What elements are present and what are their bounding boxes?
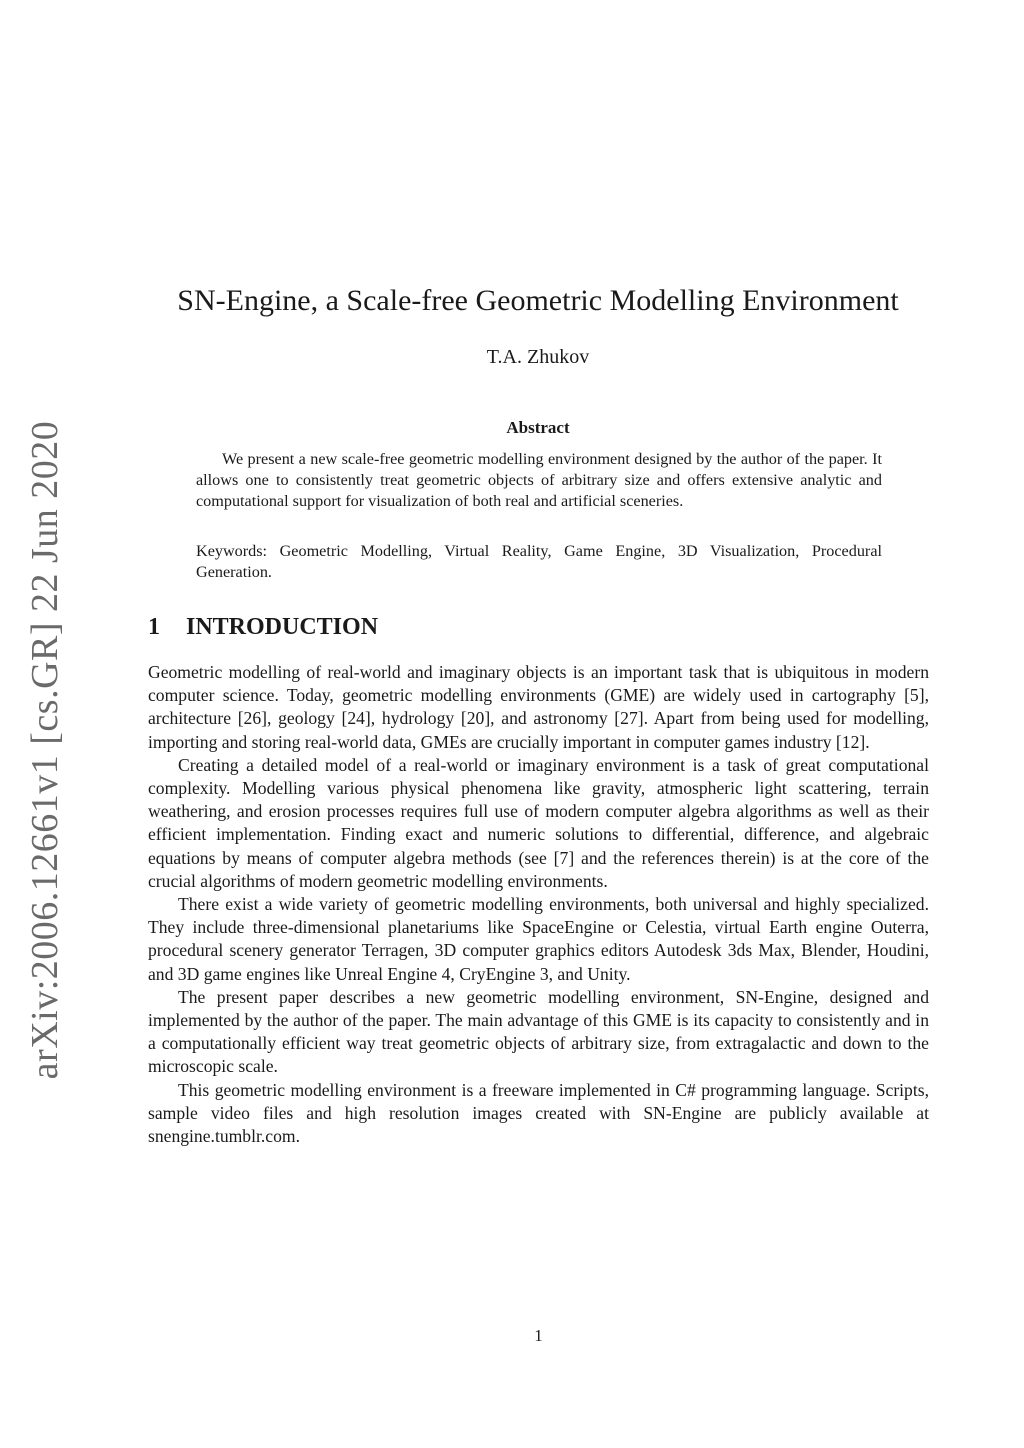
paragraph: There exist a wide variety of geometric modelling environments, both universal and highly specialized. They include three-dimensional planetariums like SpaceEngine or Celestia, virtual Earth engine Outerra, procedural scenery generator Terragen, 3D computer graphics editors Autodesk 3ds Max, Blender, Houdini, and 3D game engines like Unreal Engine 4, CryEngine 3, and Unity.: [148, 894, 929, 984]
paper-title: SN-Engine, a Scale-free Geometric Modelling Environment: [177, 284, 899, 317]
arxiv-identifier: arXiv:2006.12661v1 [cs.GR] 22 Jun 2020: [24, 420, 66, 1080]
section-number: 1: [148, 614, 160, 640]
section-title: INTRODUCTION: [186, 614, 379, 640]
keywords: Keywords: Geometric Modelling, Virtual Reality, Game Engine, 3D Visualization, Procedural Generation.: [196, 542, 882, 581]
abstract-heading: Abstract: [506, 418, 570, 437]
paragraph: This geometric modelling environment is a freeware implemented in C# programming language. Scripts, sample video files and high resolution images created with SN-Engine are publicly available at snengine.tumblr.com.: [148, 1079, 929, 1147]
section-body: [148, 661, 929, 1148]
abstract-body: We present a new scale-free geometric modelling environment designed by the author of the paper. It allows one to consistently treat geometric objects of arbitrary size and offers extensive analytic and computational support for visualization of both real and artificial sceneries.: [196, 450, 882, 510]
paragraph: The present paper describes a new geometric modelling environment, SN-Engine, designed and implemented by the author of the paper. The main advantage of this GME is its capacity to consistently and in a computationally efficient way treat geometric objects of arbitrary size, from extragalactic and down to the microscopic scale.: [148, 986, 929, 1077]
page-number: 1: [534, 1326, 543, 1345]
section-heading: [148, 614, 378, 641]
paragraph: Geometric modelling of real-world and imaginary objects is an important task that is ubiquitous in modern computer science. Today, geometric modelling environments (GME) are widely used in cartography [5], architecture [26], geology [24], hydrology [20], and astronomy [27]. Apart from being used for modelling, importing and storing real-world data, GMEs are crucially important in computer games industry [12].: [148, 662, 929, 752]
paragraph: Creating a detailed model of a real-world or imaginary environment is a task of great computational complexity. Modelling various physical phenomena like gravity, atmospheric light scattering, terrain weathering, and erosion processes requires full use of modern computer algebra algorithms as well as their efficient implementation. Finding exact and numeric solutions to differential, difference, and algebraic equations by means of computer algebra methods (see [7] and the references therein) is at the core of the crucial algorithms of modern geometric modelling environments.: [148, 754, 929, 891]
author-name: T.A. Zhukov: [486, 346, 590, 368]
